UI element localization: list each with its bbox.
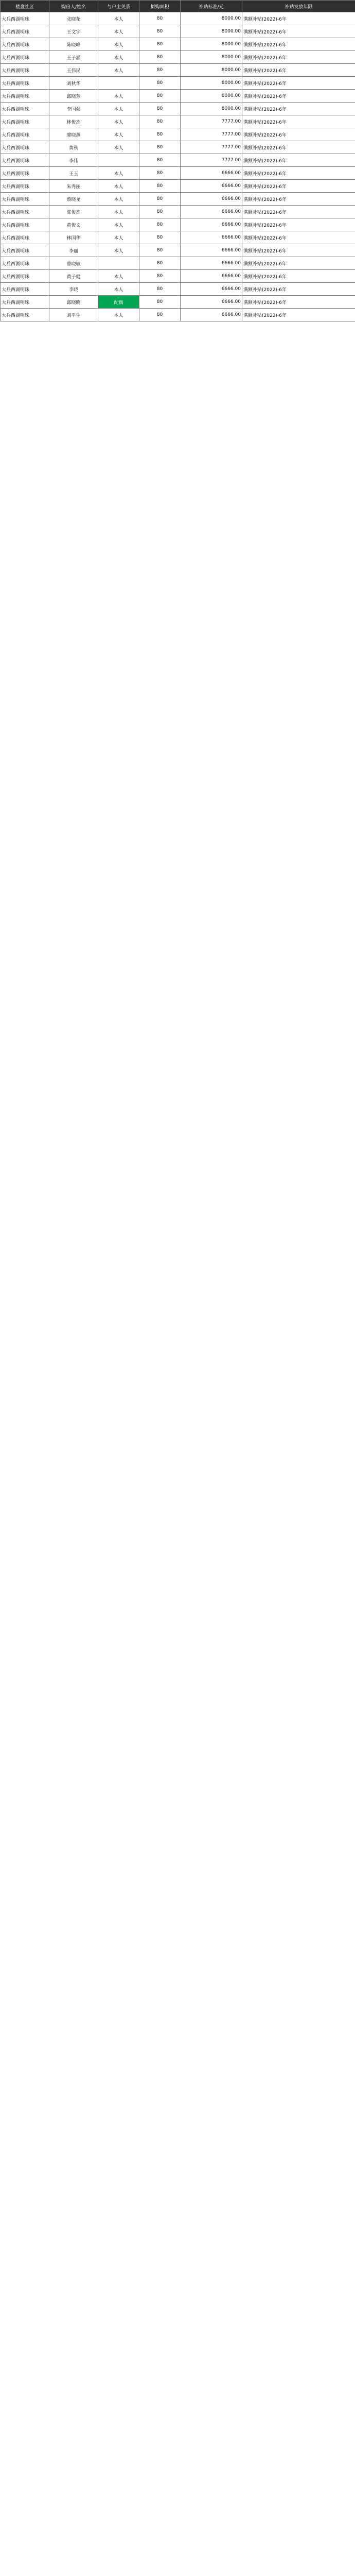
table-cell: 满额补贴(2022)-6年 [242,167,355,180]
table-cell: 满额补贴(2022)-6年 [242,244,355,257]
table-cell: 陈俊杰 [49,206,98,218]
table-cell: 本人 [98,180,139,193]
table-cell: 大兵西湖明珠 [1,244,49,257]
table-cell: 大兵西湖明珠 [1,115,49,128]
table-row [1,103,355,115]
table-cell: 王文宇 [49,25,98,38]
table-cell: 8000.00 [181,103,242,115]
table-cell: 本人 [98,51,139,64]
table-cell: 80 [139,218,181,231]
table-cell: 本人 [98,90,139,103]
table-cell: 满额补贴(2022)-6年 [242,103,355,115]
table-row [1,244,355,257]
table-cell: 6666.00 [181,206,242,218]
table-cell: 本人 [98,167,139,180]
table-cell: 大兵西湖明珠 [1,180,49,193]
table-cell: 80 [139,244,181,257]
table-cell: 6666.00 [181,167,242,180]
table-cell: 80 [139,257,181,270]
table-cell: 配偶 [98,296,139,309]
table-cell: 80 [139,38,181,51]
table-cell: 8000.00 [181,51,242,64]
table-cell: 大兵西湖明珠 [1,296,49,309]
table-cell: 满额补贴(2022)-6年 [242,90,355,103]
table-cell: 配偶 [98,257,139,270]
table-cell: 满额补贴(2022)-6年 [242,193,355,206]
header-relation: 与户主关系 [98,1,139,12]
table-cell: 满额补贴(2022)-6年 [242,296,355,309]
table-cell: 满额补贴(2022)-6年 [242,25,355,38]
table-cell: 满额补贴(2022)-6年 [242,38,355,51]
table-cell: 本人 [98,38,139,51]
table-row [1,167,355,180]
table-cell: 7777.00 [181,141,242,154]
table-row [1,154,355,167]
table-cell: 大兵西湖明珠 [1,231,49,244]
table-cell: 大兵西湖明珠 [1,257,49,270]
table-cell: 大兵西湖明珠 [1,103,49,115]
table-cell: 大兵西湖明珠 [1,193,49,206]
table-cell: 大兵西湖明珠 [1,167,49,180]
table-row [1,296,355,309]
table-row [1,231,355,244]
table-cell: 本人 [98,128,139,141]
table-row [1,115,355,128]
table-cell: 6666.00 [181,180,242,193]
table-cell: 80 [139,231,181,244]
table-cell: 满额补贴(2022)-6年 [242,206,355,218]
header-area: 拟购面积 [139,1,181,12]
table-row [1,51,355,64]
table-cell: 邱晓芳 [49,90,98,103]
table-cell: 80 [139,141,181,154]
table-cell: 林国华 [49,231,98,244]
table-cell: 80 [139,115,181,128]
table-cell: 6666.00 [181,193,242,206]
table-cell: 陈晓峰 [49,38,98,51]
table-cell: 80 [139,270,181,283]
table-cell: 6666.00 [181,257,242,270]
table-cell: 80 [139,167,181,180]
table-cell: 80 [139,103,181,115]
table-row [1,193,355,206]
table-cell: 6666.00 [181,296,242,309]
table-row [1,309,355,321]
table-cell: 80 [139,154,181,167]
table-row [1,141,355,154]
table-cell: 8000.00 [181,77,242,90]
header-buyer: 购房人/姓名 [49,1,98,12]
table-cell: 80 [139,296,181,309]
table-cell: 大兵西湖明珠 [1,77,49,90]
table-cell: 女/子女 [98,154,139,167]
table-cell: 80 [139,309,181,321]
table-cell: 8000.00 [181,12,242,25]
table-cell: 8000.00 [181,38,242,51]
table-row [1,77,355,90]
table-cell: 林俊杰 [49,115,98,128]
table-cell: 张晓花 [49,12,98,25]
spreadsheet [0,0,355,321]
table-cell: 邱晓晓 [49,296,98,309]
table-cell: 蔡晓龙 [49,193,98,206]
table-cell: 本人 [98,64,139,77]
table-cell: 满额补贴(2022)-6年 [242,218,355,231]
table-cell: 王伟民 [49,64,98,77]
table-cell: 朱秀丽 [49,180,98,193]
table-cell: 本人 [98,193,139,206]
table-row [1,257,355,270]
table-cell: 80 [139,64,181,77]
table-cell: 李丽 [49,244,98,257]
table-cell: 本人 [98,12,139,25]
table-cell: 7777.00 [181,128,242,141]
table-cell: 6666.00 [181,283,242,296]
header-community: 楼盘社区 [1,1,49,12]
table-cell: 6666.00 [181,309,242,321]
table-cell: 大兵西湖明珠 [1,64,49,77]
table-cell: 李晓 [49,283,98,296]
table-cell: 王子涵 [49,51,98,64]
table-cell: 曾晓敏 [49,257,98,270]
table-row [1,12,355,25]
table-cell: 李国强 [49,103,98,115]
table-cell: 满额补贴(2022)-6年 [242,231,355,244]
table-cell: 大兵西湖明珠 [1,218,49,231]
table-cell: 大兵西湖明珠 [1,128,49,141]
table-cell: 80 [139,51,181,64]
table-cell: 大兵西湖明珠 [1,90,49,103]
table-cell: 6666.00 [181,244,242,257]
table-cell: 大兵西湖明珠 [1,51,49,64]
table-cell: 大兵西湖明珠 [1,12,49,25]
table-cell: 满额补贴(2022)-6年 [242,77,355,90]
table-row [1,283,355,296]
table-cell: 6666.00 [181,231,242,244]
table-cell: 本人 [98,103,139,115]
table-cell: 80 [139,283,181,296]
table-row [1,38,355,51]
table-cell: 李伟 [49,154,98,167]
table-row [1,270,355,283]
table-cell: 大兵西湖明珠 [1,283,49,296]
table-cell: 7777.00 [181,154,242,167]
table-cell: 大兵西湖明珠 [1,309,49,321]
table-row [1,128,355,141]
subsidy-table [0,0,355,321]
table-cell: 本人 [98,141,139,154]
header-row [1,1,355,12]
table-cell: 本人 [98,218,139,231]
table-cell: 满额补贴(2022)-6年 [242,309,355,321]
table-row [1,25,355,38]
table-cell: 8000.00 [181,25,242,38]
table-cell: 80 [139,193,181,206]
table-cell: 80 [139,128,181,141]
table-cell: 黄子健 [49,270,98,283]
table-cell: 满额补贴(2022)-6年 [242,12,355,25]
table-cell: 满额补贴(2022)-6年 [242,64,355,77]
table-row [1,180,355,193]
table-cell: 7777.00 [181,115,242,128]
table-cell: 黄俊文 [49,218,98,231]
table-cell: 6666.00 [181,270,242,283]
table-cell: 刘秋华 [49,77,98,90]
table-cell: 满额补贴(2022)-6年 [242,115,355,128]
table-cell: 80 [139,90,181,103]
table-row [1,206,355,218]
table-cell: 本人 [98,231,139,244]
table-cell: 80 [139,25,181,38]
table-cell: 满额补贴(2022)-6年 [242,154,355,167]
table-cell: 满额补贴(2022)-6年 [242,128,355,141]
table-cell: 本人 [98,309,139,321]
header-amount: 补贴标准/元 [181,1,242,12]
table-cell: 满额补贴(2022)-6年 [242,283,355,296]
table-cell: 80 [139,180,181,193]
table-row [1,64,355,77]
table-cell: 大兵西湖明珠 [1,25,49,38]
table-cell: 本人 [98,270,139,283]
table-cell: 大兵西湖明珠 [1,38,49,51]
table-cell: 配偶 [98,77,139,90]
table-cell: 大兵西湖明珠 [1,154,49,167]
table-cell: 大兵西湖明珠 [1,270,49,283]
table-cell: 王玉 [49,167,98,180]
table-cell: 本人 [98,244,139,257]
table-row [1,90,355,103]
table-cell: 刘平生 [49,309,98,321]
table-cell: 8000.00 [181,64,242,77]
table-cell: 本人 [98,206,139,218]
table-cell: 满额补贴(2022)-6年 [242,141,355,154]
table-row [1,218,355,231]
table-cell: 满额补贴(2022)-6年 [242,257,355,270]
table-cell: 本人 [98,25,139,38]
table-cell: 80 [139,12,181,25]
table-cell: 满额补贴(2022)-6年 [242,51,355,64]
table-cell: 6666.00 [181,218,242,231]
table-cell: 大兵西湖明珠 [1,206,49,218]
table-cell: 廖晓燕 [49,128,98,141]
table-cell: 80 [139,206,181,218]
table-cell: 8000.00 [181,90,242,103]
table-cell: 黄秋 [49,141,98,154]
table-cell: 满额补贴(2022)-6年 [242,270,355,283]
table-cell: 满额补贴(2022)-6年 [242,180,355,193]
table-cell: 大兵西湖明珠 [1,141,49,154]
table-cell: 80 [139,77,181,90]
table-cell: 本人 [98,283,139,296]
table-cell: 本人 [98,115,139,128]
table-body [1,12,355,321]
header-term: 补贴发放年限 [242,1,355,12]
